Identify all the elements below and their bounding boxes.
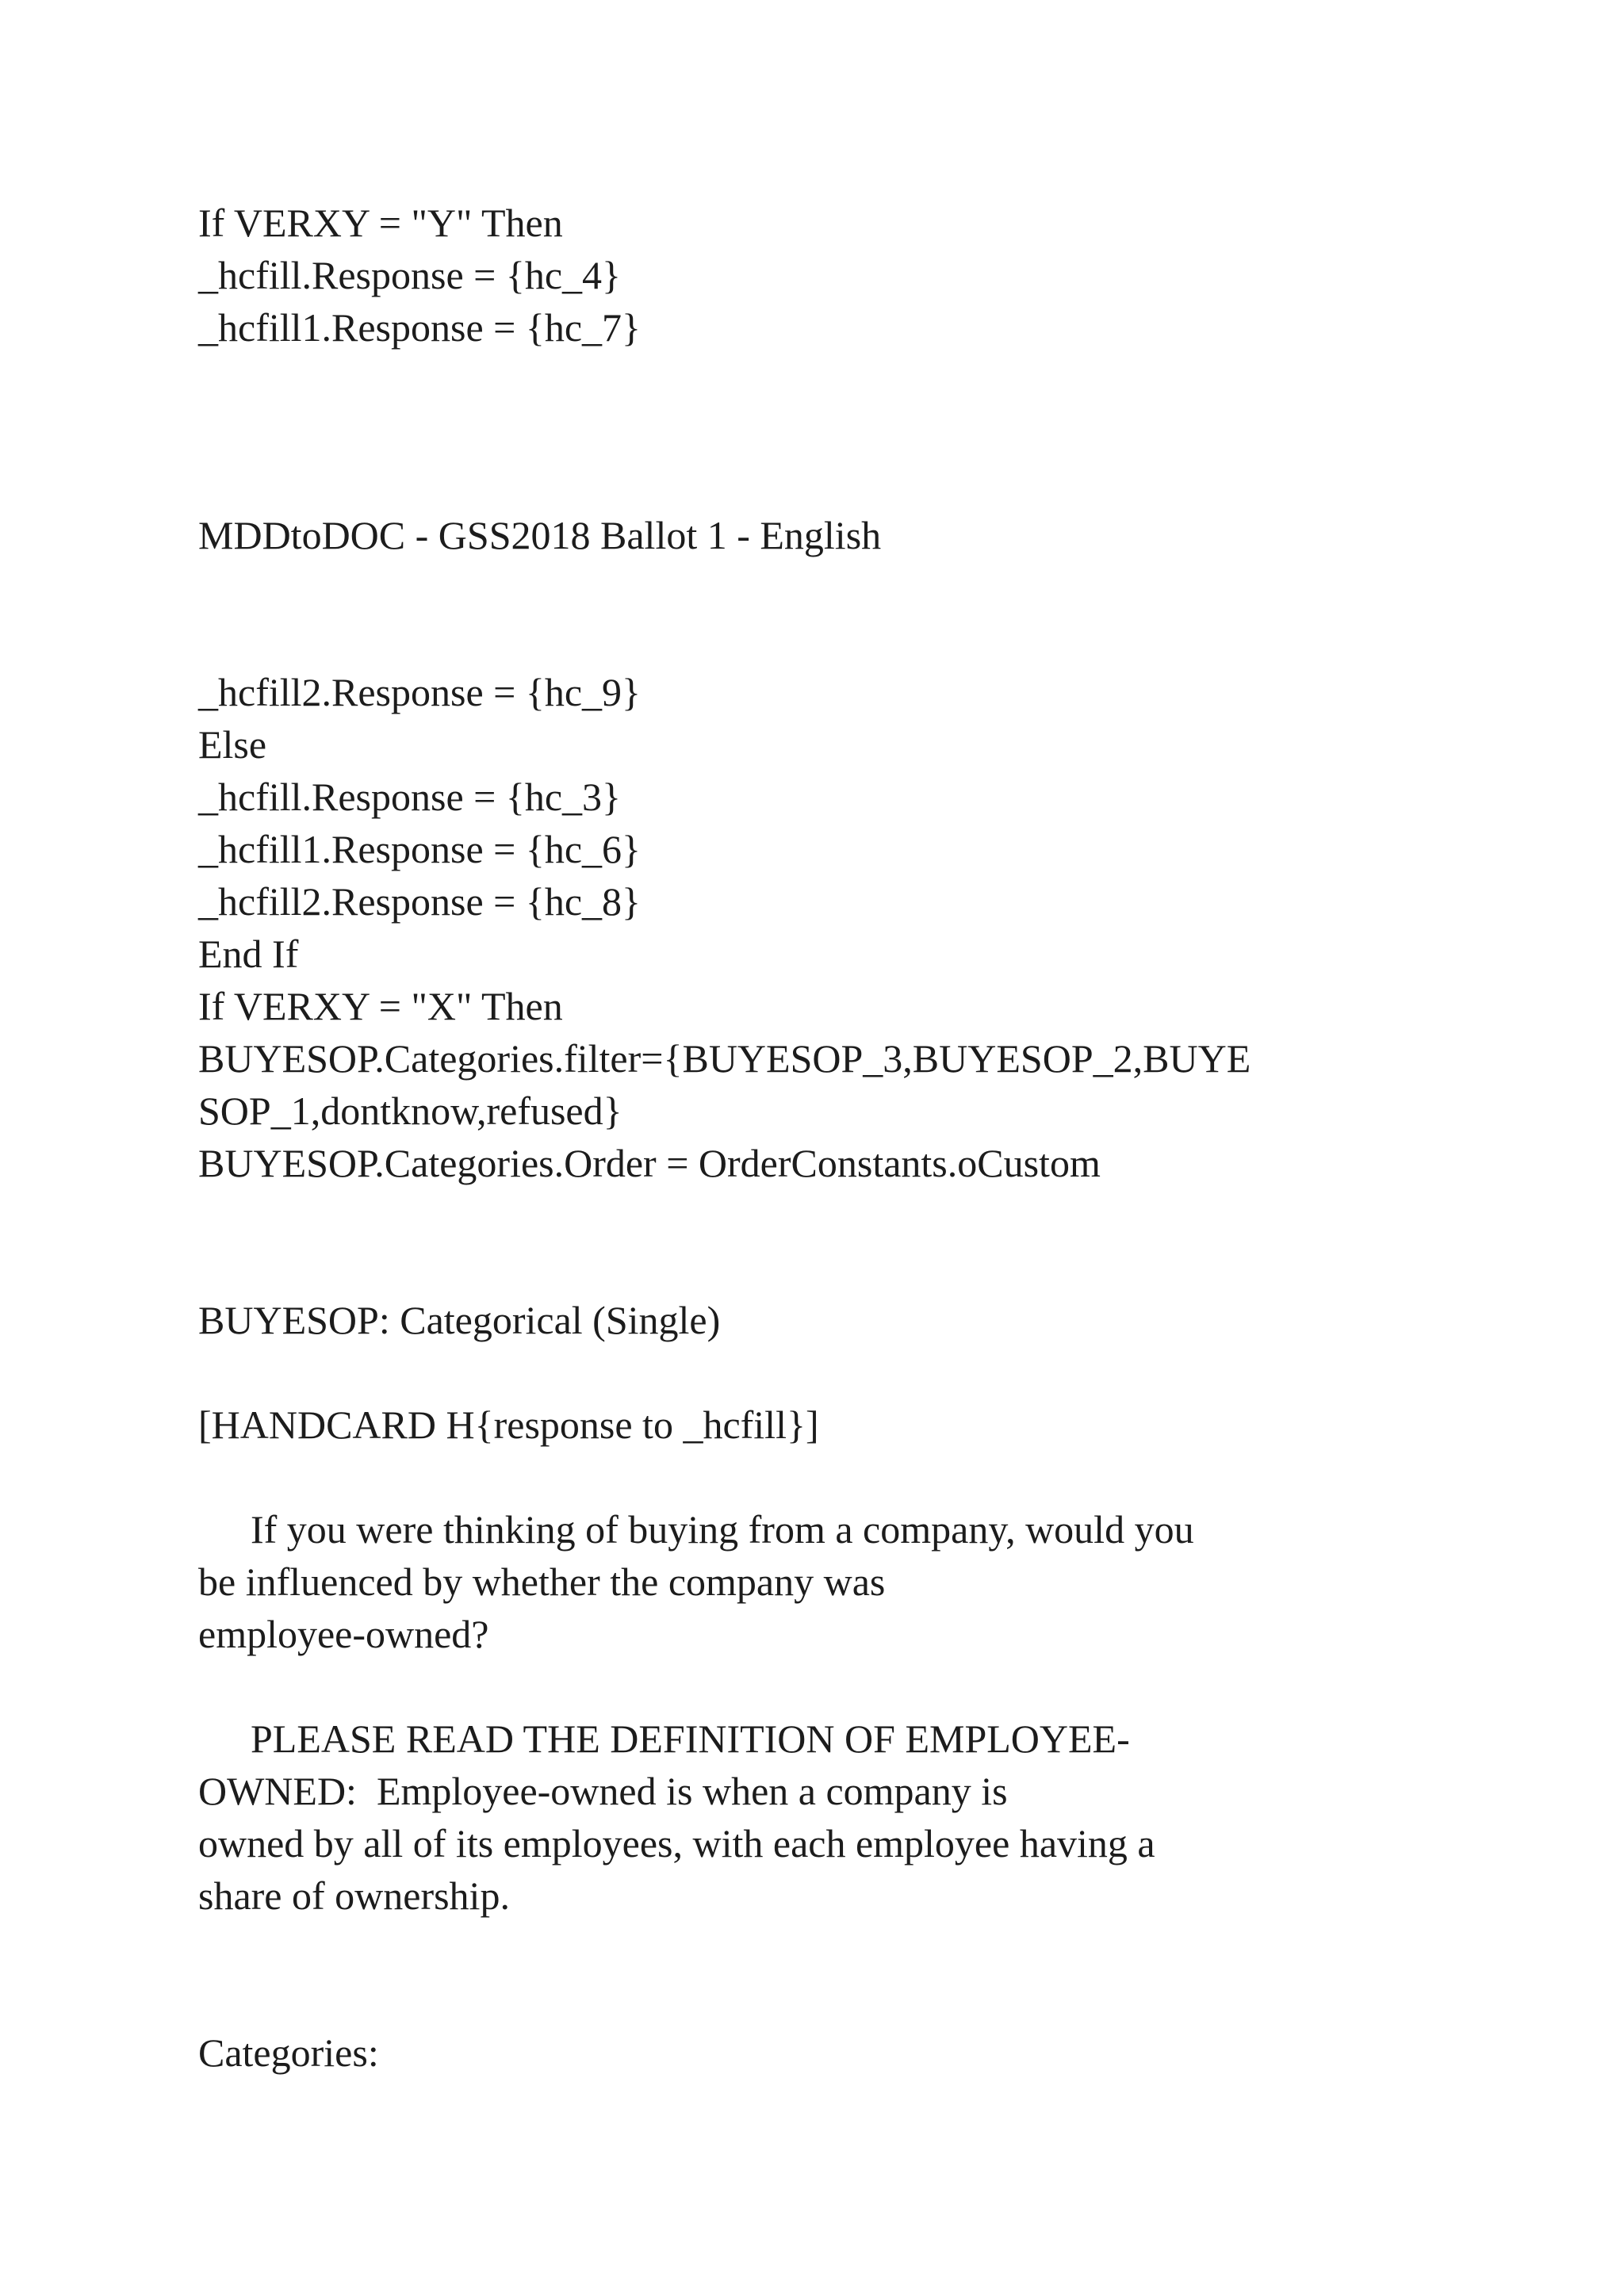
code-line: If VERXY = "Y" Then [198,201,563,245]
handcard-instruction: [HANDCARD H{response to _hcfill}] [198,1402,819,1447]
definition-text: share of ownership. [198,1873,510,1918]
code-line: _hcfill.Response = {hc_3} [198,775,622,819]
code-line: _hcfill.Response = {hc_4} [198,253,622,297]
question-text: employee-owned? [198,1612,489,1656]
code-line: If VERXY = "X" Then [198,984,563,1028]
code-line: _hcfill2.Response = {hc_9} [198,670,642,714]
definition-text: PLEASE READ THE DEFINITION OF EMPLOYEE- [251,1716,1130,1761]
definition-text: owned by all of its employees, with each employee having a [198,1821,1155,1866]
code-line: BUYESOP.Categories.filter={BUYESOP_3,BUYESOP_2,BUYE [198,1036,1251,1081]
code-line: SOP_1,dontknow,refused} [198,1089,622,1133]
code-line: _hcfill1.Response = {hc_6} [198,827,642,871]
code-line: _hcfill2.Response = {hc_8} [198,879,642,924]
code-line: _hcfill1.Response = {hc_7} [198,305,642,350]
code-line: BUYESOP.Categories.Order = OrderConstants.oCustom [198,1141,1101,1185]
question-type: BUYESOP: Categorical (Single) [198,1298,721,1342]
categories-label: Categories: [198,2030,379,2075]
question-text: be influenced by whether the company was [198,1559,886,1604]
code-line: Else [198,722,267,767]
code-line: End If [198,932,299,976]
question-text: If you were thinking of buying from a company, would you [251,1507,1194,1552]
page-header: MDDtoDOC - GSS2018 Ballot 1 - English [198,513,882,557]
definition-text: OWNED: Employee-owned is when a company is [198,1769,1008,1813]
